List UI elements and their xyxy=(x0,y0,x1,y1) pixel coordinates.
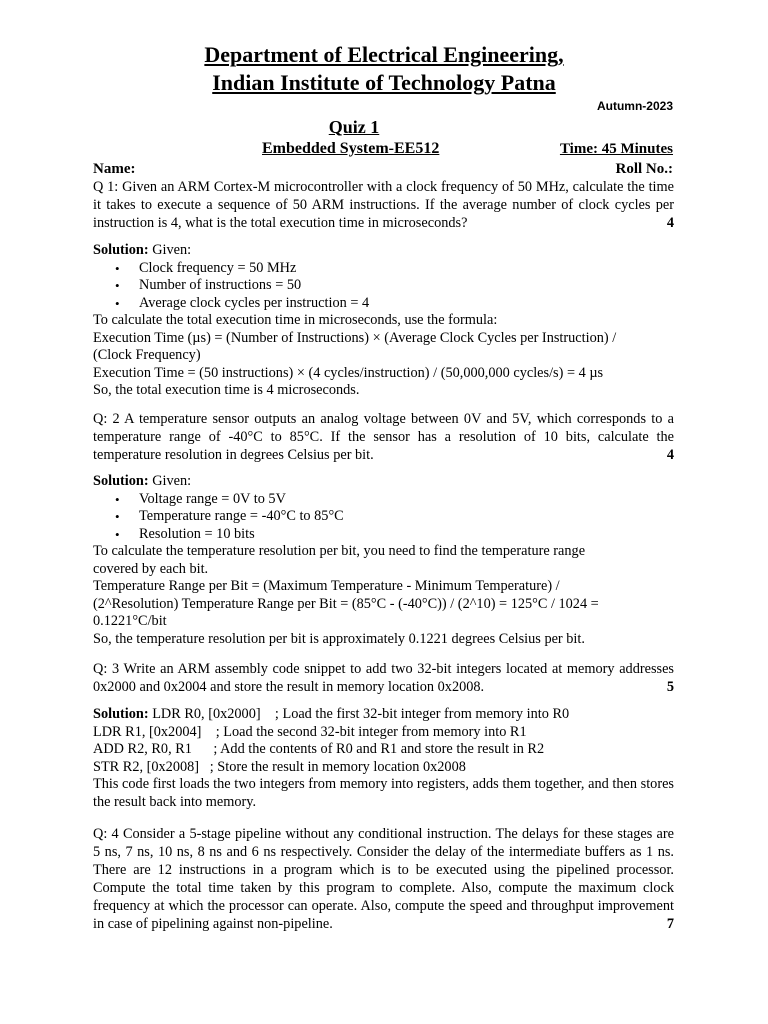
question-3-text: Q: 3 Write an ARM assembly code snippet to add two 32-bit integers located at memory addresses 0x2000 and 0x2004 and store the result in memory location 0x2008. xyxy=(93,661,674,695)
question-3-marks: 5 xyxy=(666,679,674,695)
time-label: Time: 45 Minutes xyxy=(559,141,673,157)
solution-1-label: Solution: xyxy=(93,242,149,258)
solution-1-given: Given: xyxy=(148,242,192,258)
roll-label: Roll No.: xyxy=(615,161,673,177)
question-2 xyxy=(93,410,674,464)
solution-2-line: (2^Resolution) Temperature Range per Bit = (85°C - (-40°C)) / (2^10) = 125°C / 1024 = xyxy=(93,595,599,612)
solution-2-given: Given: xyxy=(148,473,192,489)
solution-2-line: Temperature Range per Bit = (Maximum Temperature - Minimum Temperature) / xyxy=(93,578,560,594)
solution-1-line: Execution Time (µs) = (Number of Instructions) × (Average Clock Cycles per Instruction) / xyxy=(93,329,617,346)
solution-1-line: So, the total execution time is 4 microseconds. xyxy=(93,382,360,398)
solution-2-bullet: • Voltage range = 0V to 5V xyxy=(93,491,683,509)
solution-1-line: To calculate the total execution time in microseconds, use the formula: xyxy=(93,312,498,328)
question-1-text: Q 1: Given an ARM Cortex-M microcontroller with a clock frequency of 50 MHz, calculate the time it takes to execute a sequence of 50 ARM instructions. If the average number of clock cycles per instruction is 4, what is the total execution time in microseconds? xyxy=(93,179,674,231)
solution-2-bullet: • Resolution = 10 bits xyxy=(93,526,683,544)
solution-2 xyxy=(93,473,683,648)
solution-2-bullet: • Temperature range = -40°C to 85°C xyxy=(93,508,683,526)
question-1 xyxy=(93,178,674,232)
solution-2-line: To calculate the temperature resolution per bit, you need to find the temperature range xyxy=(93,543,586,559)
solution-2-line: 0.1221°C/bit xyxy=(93,613,167,629)
solution-3-code-line: LDR R0, [0x2000] ; Load the first 32-bit integer from memory into R0 xyxy=(148,706,570,722)
question-4-text: Q: 4 Consider a 5-stage pipeline without any conditional instruction. The delays for these stages are 5 ns, 7 ns, 10 ns, 8 ns and 6 ns respectively. Consider the delay of the intermediate buffers as 1 ns. There are 12 instructions in a program which is to be executed using the pipelined processor. Compute the total time taken by this program to complete. Also, compute the maximum clock frequency at which the processor can operate. Also, compute the speed and throughput improvement in case of pipelining against non-pipeline. xyxy=(93,826,674,932)
question-4 xyxy=(93,825,674,933)
solution-1-line: (Clock Frequency) xyxy=(93,347,201,363)
question-4-marks: 7 xyxy=(666,916,674,932)
solution-3-closing: This code first loads the two integers from memory into registers, adds them together, and then stores the result back into memory. xyxy=(93,776,674,810)
question-2-text: Q: 2 A temperature sensor outputs an analog voltage between 0V and 5V, which corresponds to a temperature range of -40°C to 85°C. If the sensor has a resolution of 10 bits, calculate the temperature resolution in degrees Celsius per bit. xyxy=(93,411,674,463)
question-3 xyxy=(93,660,674,696)
name-label: Name: xyxy=(93,161,136,177)
solution-3-code-line: STR R2, [0x2008] ; Store the result in memory location 0x2008 xyxy=(93,758,466,775)
course-title: Embedded System-EE512 xyxy=(262,140,440,157)
department-heading: Department of Electrical Engineering, xyxy=(204,42,564,67)
solution-3-label: Solution: xyxy=(93,706,149,722)
semester-label: Autumn-2023 xyxy=(596,99,673,113)
question-1-marks: 4 xyxy=(666,215,674,231)
quiz-title: Quiz 1 xyxy=(328,117,380,137)
solution-2-line: So, the temperature resolution per bit is approximately 0.1221 degrees Celsius per bit. xyxy=(93,630,585,647)
solution-3 xyxy=(93,706,683,811)
solution-1 xyxy=(93,242,683,400)
solution-1-bullet: • Clock frequency = 50 MHz xyxy=(93,260,683,278)
question-2-marks: 4 xyxy=(666,447,674,463)
solution-2-label: Solution: xyxy=(93,473,149,489)
solution-3-code-line: LDR R1, [0x2004] ; Load the second 32-bit integer from memory into R1 xyxy=(93,723,527,740)
solution-2-line: covered by each bit. xyxy=(93,560,209,577)
solution-1-line: Execution Time = (50 instructions) × (4 cycles/instruction) / (50,000,000 cycles/s) = 4 µs xyxy=(93,364,604,381)
solution-3-code-line: ADD R2, R0, R1 ; Add the contents of R0 and R1 and store the result in R2 xyxy=(93,741,545,757)
solution-1-bullet: • Number of instructions = 50 xyxy=(93,277,683,295)
solution-1-bullet: • Average clock cycles per instruction = 4 xyxy=(93,295,683,313)
institute-heading: Indian Institute of Technology Patna xyxy=(212,70,556,95)
